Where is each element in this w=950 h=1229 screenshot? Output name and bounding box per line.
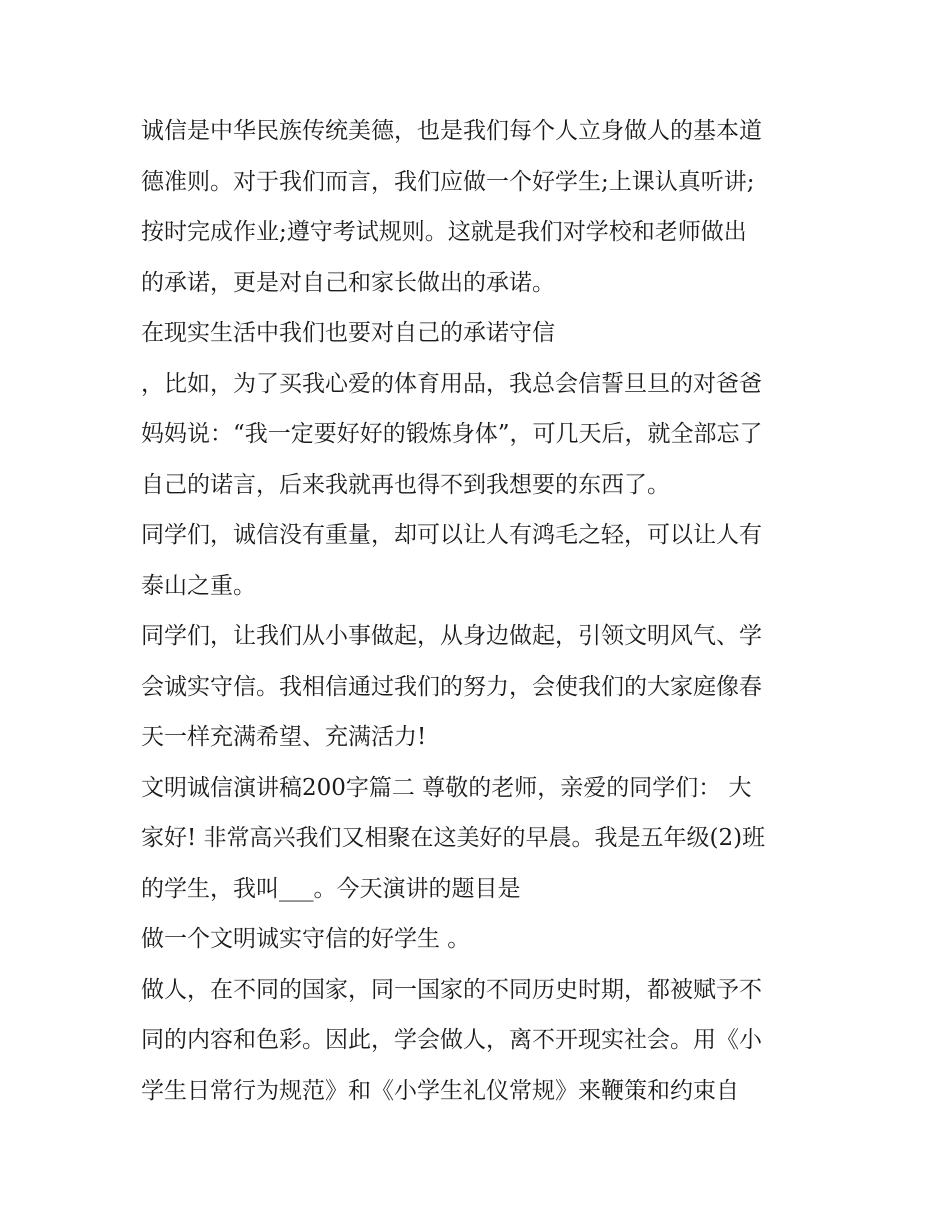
text-line: 的承诺，更是对自己和家长做出的承诺。	[141, 269, 555, 296]
text-line: 做人，在不同的国家，同一国家的不同历史时期，都被赋予不	[141, 976, 762, 1003]
text-line: 文明诚信演讲稿200字篇二 尊敬的老师，亲爱的同学们： 大	[141, 774, 752, 801]
text-line: 的学生，我叫___。今天演讲的题目是	[141, 875, 521, 902]
text-line: 按时完成作业;遵守考试规则。这就是我们对学校和老师做出	[141, 219, 747, 245]
text-line: 天一样充满希望、充满活力!	[141, 724, 427, 750]
text-line: 诚信是中华民族传统美德，也是我们每个人立身做人的基本道	[141, 118, 762, 144]
text-line: 会诚实守信。我相信通过我们的努力，会使我们的大家庭像春	[141, 673, 762, 700]
text-line: 在现实生活中我们也要对自己的承诺守信	[141, 320, 555, 346]
text-line: 同的内容和色彩。因此，学会做人，离不开现实社会。用《小	[141, 1027, 762, 1053]
text-line: 同学们，诚信没有重量，却可以让人有鸿毛之轻，可以让人有	[141, 522, 762, 548]
text-line: 做一个文明诚实守信的好学生 。	[141, 926, 471, 952]
text-line: 家好! 非常高兴我们又相聚在这美好的早晨。我是五年级(2)班	[141, 825, 766, 851]
text-line: 德准则。对于我们而言，我们应做一个好学生;上课认真听讲;	[141, 168, 755, 195]
text-line: 泰山之重。	[141, 572, 256, 599]
text-line: 妈妈说：“我一定要好好的锻炼身体”，可几天后，就全部忘了	[141, 421, 763, 447]
text-line: 自己的诺言，后来我就再也得不到我想要的东西了。	[141, 471, 670, 498]
text-line: 学生日常行为规范》和《小学生礼仪常规》来鞭策和约束自	[141, 1077, 739, 1104]
body-text	[141, 106, 821, 1116]
text-line: 同学们，让我们从小事做起，从身边做起，引领文明风气、学	[141, 623, 762, 649]
text-line: ，比如，为了买我心爱的体育用品，我总会信誓旦旦的对爸爸	[141, 370, 762, 397]
